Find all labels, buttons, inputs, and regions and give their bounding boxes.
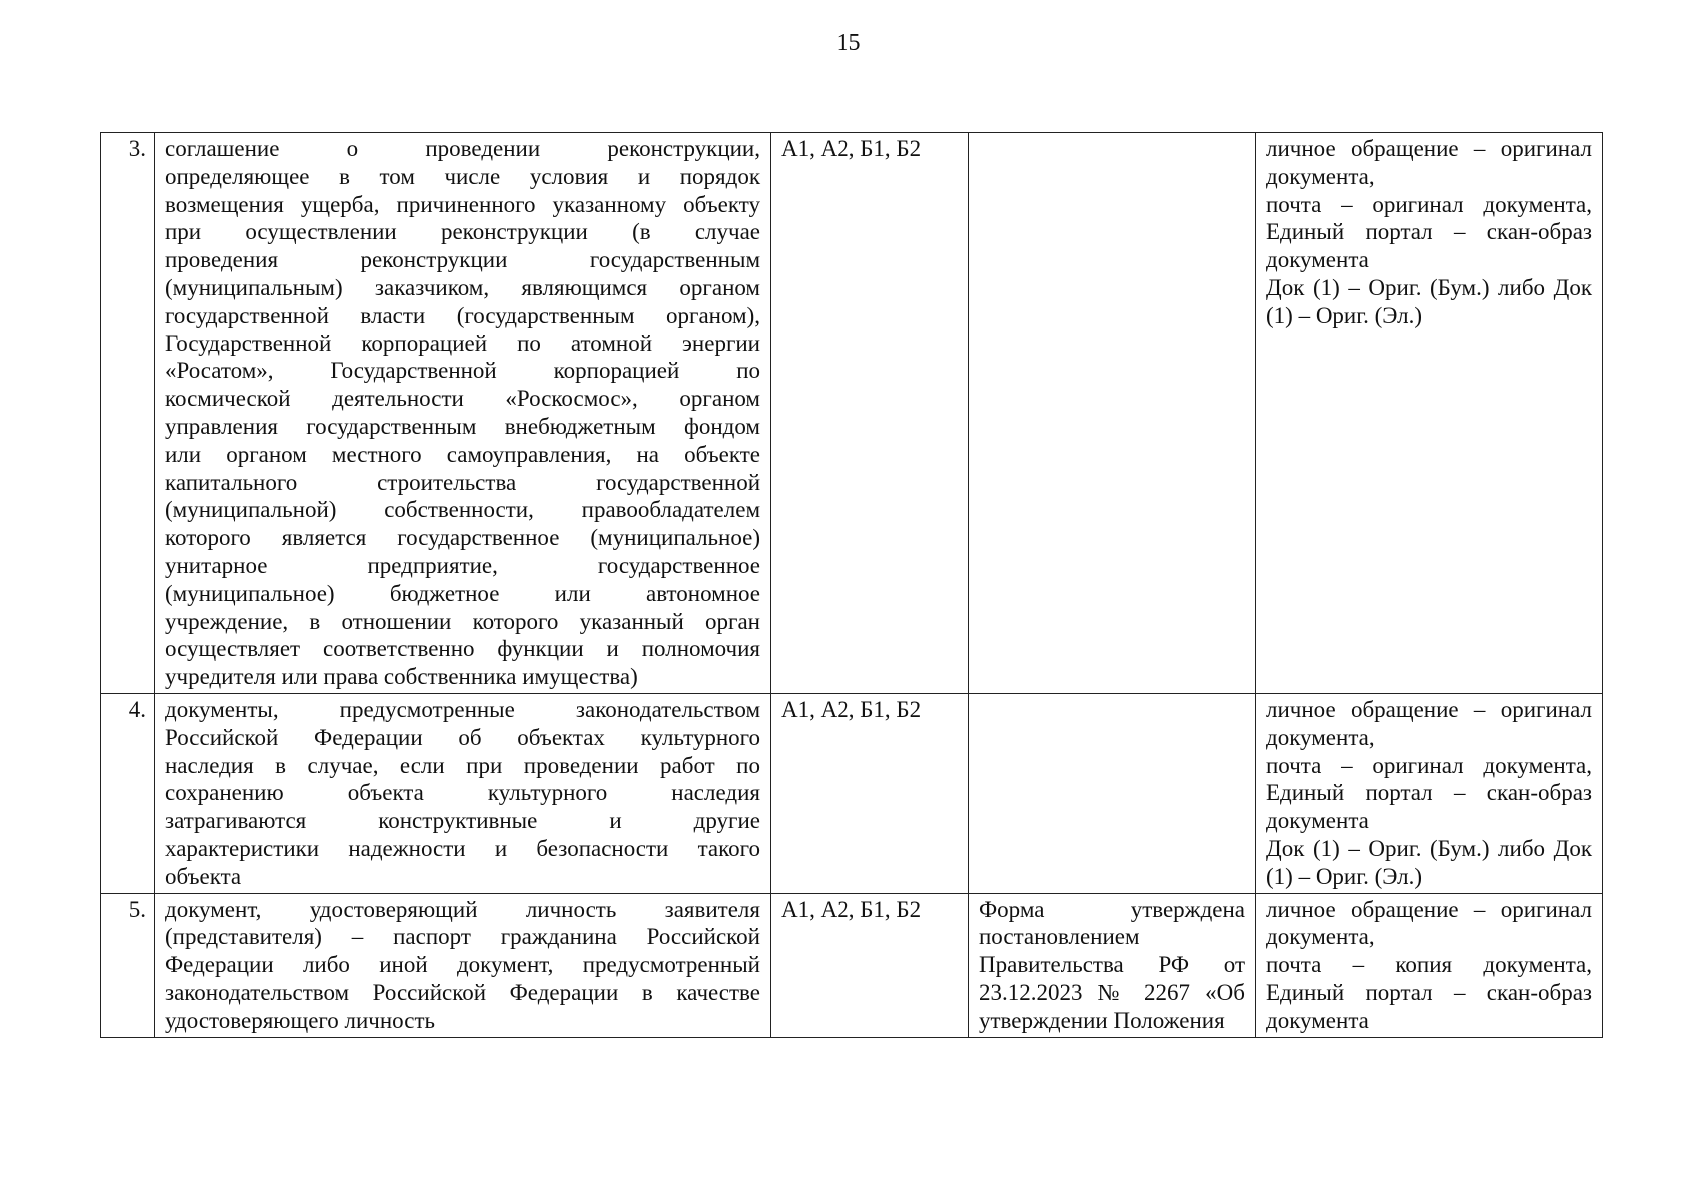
- document-form: [969, 133, 1256, 694]
- submission-method-line: Док (1) – Ориг. (Бум.) либо Док: [1266, 835, 1592, 861]
- submission-method-line: Единый портал – скан-образ: [1266, 979, 1592, 1005]
- document-name-line: законодательством Российской Федерации в качестве: [165, 979, 760, 1005]
- document-name-line: Государственной корпорацией по атомной энергии: [165, 330, 760, 356]
- document-name-line: удостоверяющего личность: [165, 1007, 435, 1033]
- document-name-line: осуществляет соответственно функции и полномочия: [165, 636, 760, 662]
- document-name-line: наследия в случае, если при проведении работ по: [165, 752, 760, 778]
- document-name: [155, 694, 771, 894]
- document-name-line: характеристики надежности и безопасности такого: [165, 835, 760, 861]
- document-form-line: Форма утверждена: [979, 896, 1245, 922]
- document-name-line: соглашение о проведении реконструкции,: [165, 136, 760, 161]
- document-name-line: затрагиваются конструктивные и другие: [165, 808, 760, 834]
- document-name-line: «Росатом», Государственной корпорацией по: [165, 358, 760, 384]
- document-name-line: сохранению объекта культурного наследия: [165, 780, 760, 806]
- document-form: [969, 893, 1256, 1037]
- documents-table: [100, 132, 1603, 1038]
- table-row: [101, 893, 1603, 1037]
- document-name-line: или органом местного самоуправления, на объекте: [165, 441, 760, 467]
- document-name-line: учредителя или права собственника имущества): [165, 664, 638, 690]
- submission-method-line: личное обращение – оригинал: [1266, 136, 1592, 161]
- submission-method-line: документа,: [1266, 724, 1375, 750]
- document-name: [155, 893, 771, 1037]
- submission-method-line: Единый портал – скан-образ: [1266, 780, 1592, 806]
- document-name-line: управления государственным внебюджетным фондом: [165, 413, 760, 439]
- document-name-line: проведения реконструкции государственным: [165, 247, 760, 273]
- submission-method-line: Док (1) – Ориг. (Бум.) либо Док: [1266, 274, 1592, 300]
- document-name-line: (муниципальной) собственности, правообладателем: [165, 497, 760, 523]
- document-form-line: постановлением: [979, 924, 1140, 950]
- document-form-line: утверждении Положения: [979, 1007, 1225, 1033]
- document-name-line: при осуществлении реконструкции (в случае: [165, 219, 760, 245]
- document-form-line: 23.12.2023 № 2267 «Об: [979, 979, 1245, 1005]
- submission-method-line: документа,: [1266, 924, 1375, 950]
- document-name-line: государственной власти (государственным органом),: [165, 302, 760, 328]
- applicant-categories: А1, А2, Б1, Б2: [771, 694, 969, 894]
- document-name-line: Федерации либо иной документ, предусмотренный: [165, 952, 760, 978]
- row-number: 3.: [101, 133, 155, 694]
- document-name-line: документ, удостоверяющий личность заявителя: [165, 896, 760, 922]
- document-name-line: возмещения ущерба, причиненного указанному объекту: [165, 191, 760, 217]
- submission-method-line: личное обращение – оригинал: [1266, 896, 1592, 922]
- submission-method-line: личное обращение – оригинал: [1266, 697, 1592, 722]
- document-name-line: учреждение, в отношении которого указанный орган: [165, 608, 760, 634]
- applicant-categories: А1, А2, Б1, Б2: [771, 133, 969, 694]
- document-name-line: объекта: [165, 863, 242, 889]
- document-name-line: капитального строительства государственной: [165, 469, 760, 495]
- document-name-line: (муниципальное) бюджетное или автономное: [165, 580, 760, 606]
- document-form: [969, 694, 1256, 894]
- submission-method-line: (1) – Ориг. (Эл.): [1266, 302, 1423, 328]
- document-form-line: Правительства РФ от: [979, 952, 1245, 978]
- table-row: [101, 133, 1603, 694]
- document-name-line: определяющее в том числе условия и порядок: [165, 163, 760, 189]
- row-number: 5.: [101, 893, 155, 1037]
- submission-method: [1256, 694, 1603, 894]
- submission-method-line: документа,: [1266, 163, 1375, 189]
- document-name-line: унитарное предприятие, государственное: [165, 552, 760, 578]
- document-name-line: космической деятельности «Роскосмос», органом: [165, 386, 760, 412]
- submission-method-line: почта – оригинал документа,: [1266, 752, 1592, 778]
- document-name-line: которого является государственное (муниципальное): [165, 525, 760, 551]
- submission-method-line: (1) – Ориг. (Эл.): [1266, 863, 1423, 889]
- submission-method-line: Единый портал – скан-образ: [1266, 219, 1592, 245]
- document-name: [155, 133, 771, 694]
- document-name-line: документы, предусмотренные законодательством: [165, 697, 760, 722]
- document-name-line: (муниципальным) заказчиком, являющимся органом: [165, 274, 760, 300]
- submission-method-line: документа: [1266, 1007, 1369, 1033]
- submission-method-line: документа: [1266, 808, 1369, 834]
- table-row: [101, 694, 1603, 894]
- document-name-line: (представителя) – паспорт гражданина Российской: [165, 924, 760, 950]
- page-number: 15: [836, 30, 861, 56]
- submission-method: [1256, 133, 1603, 694]
- applicant-categories: А1, А2, Б1, Б2: [771, 893, 969, 1037]
- submission-method-line: почта – копия документа,: [1266, 952, 1592, 978]
- document-name-line: Российской Федерации об объектах культурного: [165, 724, 760, 750]
- submission-method: [1256, 893, 1603, 1037]
- submission-method-line: документа: [1266, 247, 1369, 273]
- row-number: 4.: [101, 694, 155, 894]
- submission-method-line: почта – оригинал документа,: [1266, 191, 1592, 217]
